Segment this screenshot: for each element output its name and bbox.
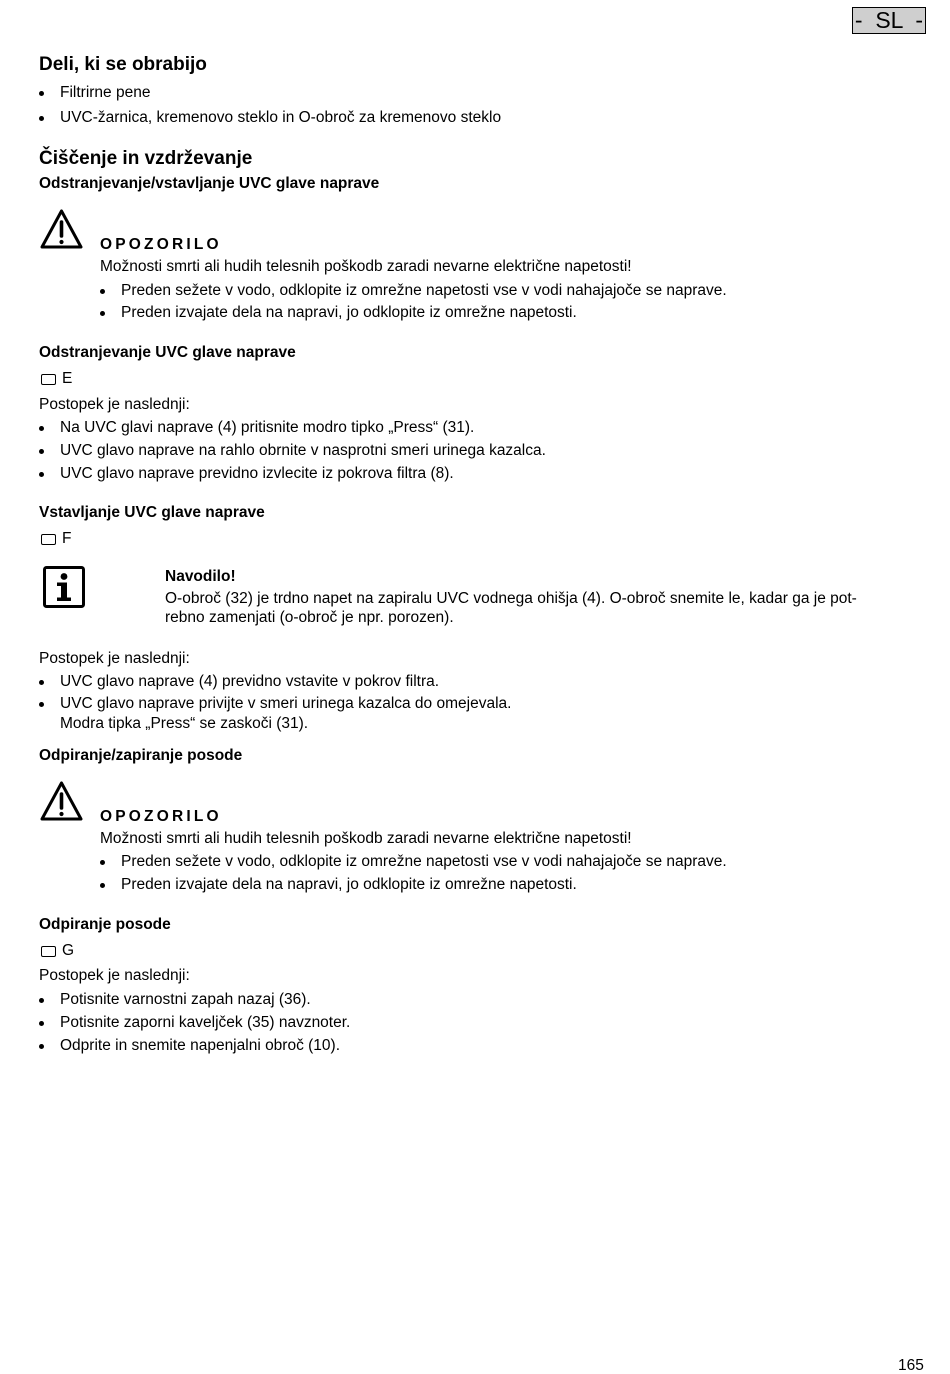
heading-removal: Odstranjevanje UVC glave naprave [39,344,296,361]
note-title: Navodilo! [165,568,236,585]
page-number: 165 [898,1357,924,1374]
procedure-intro: Postopek je naslednji: [39,967,190,984]
figure-icon [41,374,56,385]
warning-text: Možnosti smrti ali hudih telesnih poškodb zaradi nevarne električne napetosti! [100,258,632,275]
figure-reference: E [41,370,72,388]
subheading-uvc-head: Odstranjevanje/vstavljanje UVC glave naprave [39,175,380,192]
note-text-line2: rebno zamenjati (o-obroč je npr. porozen). [165,609,454,626]
heading-cleaning: Čiščenje in vzdrževanje [39,148,253,169]
language-tag: - SL - [852,7,926,34]
heading-wear-parts: Deli, ki se obrabijo [39,54,207,75]
procedure-intro: Postopek je naslednji: [39,650,190,667]
figure-reference: F [41,530,71,548]
warning-text: Možnosti smrti ali hudih telesnih poškodb zaradi nevarne električne napetosti! [100,830,632,847]
warning-title: OPOZORILO [100,808,222,825]
figure-icon [41,534,56,545]
manual-page: - SL - Deli, ki se obrabijo Filtrirne pene UVC-žarnica, kremenovo steklo in O-obroč za kremenovo steklo Čiščenje in vzdrževanje Odstranjevanje/vstavljanje UVC glave naprave OPOZORILO Možnosti smrti ali hudih telesnih poškodb zaradi nevarne električne napetosti! Preden sežete v vodo, odklopite iz omrežne napetosti vse v vodi nahajajoče se naprave. Preden izvajate dela na napravi, jo odklopite iz omrežne napetosti. Odstranjevanje UVC glave naprave E Postopek je naslednji: Na UVC glavi naprave (4) pritisnite modro tipko „Press“ (31). UVC glavo naprave na rahlo obrnite v nasprotni smeri urinega kazalca. UVC glavo naprave previdno izvlecite iz pokrova filtra (8). Vstavljanje UVC glave naprave F Navodilo! O-obroč (32) je trdno napet na zapiralu UVC vodnega ohišja (4). O-obroč snemite le, kadar ga je pot- rebno zamenjati (o-obroč je npr. porozen). Postopek je naslednji: UVC glavo naprave (4) previdno vstavite v pokrov filtra. UVC glavo naprave privijte v smeri urinega kazalca do omejevala. Modra tipka „Press“ se zaskoči (31). Odpiranje/zapiranje posode OPOZORILO Možnosti smrti ali hudih telesnih poškodb zaradi nevarne električne napetosti! Preden sežete v vodo, odklopite iz omrežne napetosti vse v vodi nahajajoče se naprave. Preden izvajate dela na napravi, jo odklopite iz omrežne napetosti. Odpiranje posode G Postopek je naslednji: Potisnite varnostni zapah nazaj (36). Potisnite zaporni kaveljček (35) navznoter. Odprite in snemite napenjalni obroč (10). 165 [0,0,950,1374]
heading-insertion: Vstavljanje UVC glave naprave [39,504,265,521]
heading-container: Odpiranje/zapiranje posode [39,747,243,764]
figure-reference: G [41,942,74,960]
warning-triangle-icon [40,209,83,249]
heading-opening: Odpiranje posode [39,916,171,933]
warning-triangle-icon [40,781,83,821]
list-item-continuation: Modra tipka „Press“ se zaskoči (31). [60,715,309,732]
info-icon [43,566,85,608]
figure-icon [41,946,56,957]
procedure-intro: Postopek je naslednji: [39,396,190,413]
warning-title: OPOZORILO [100,236,222,253]
note-text-line1: O-obroč (32) je trdno napet na zapiralu UVC vodnega ohišja (4). O-obroč snemite le, kadar ga je pot- [165,590,857,607]
